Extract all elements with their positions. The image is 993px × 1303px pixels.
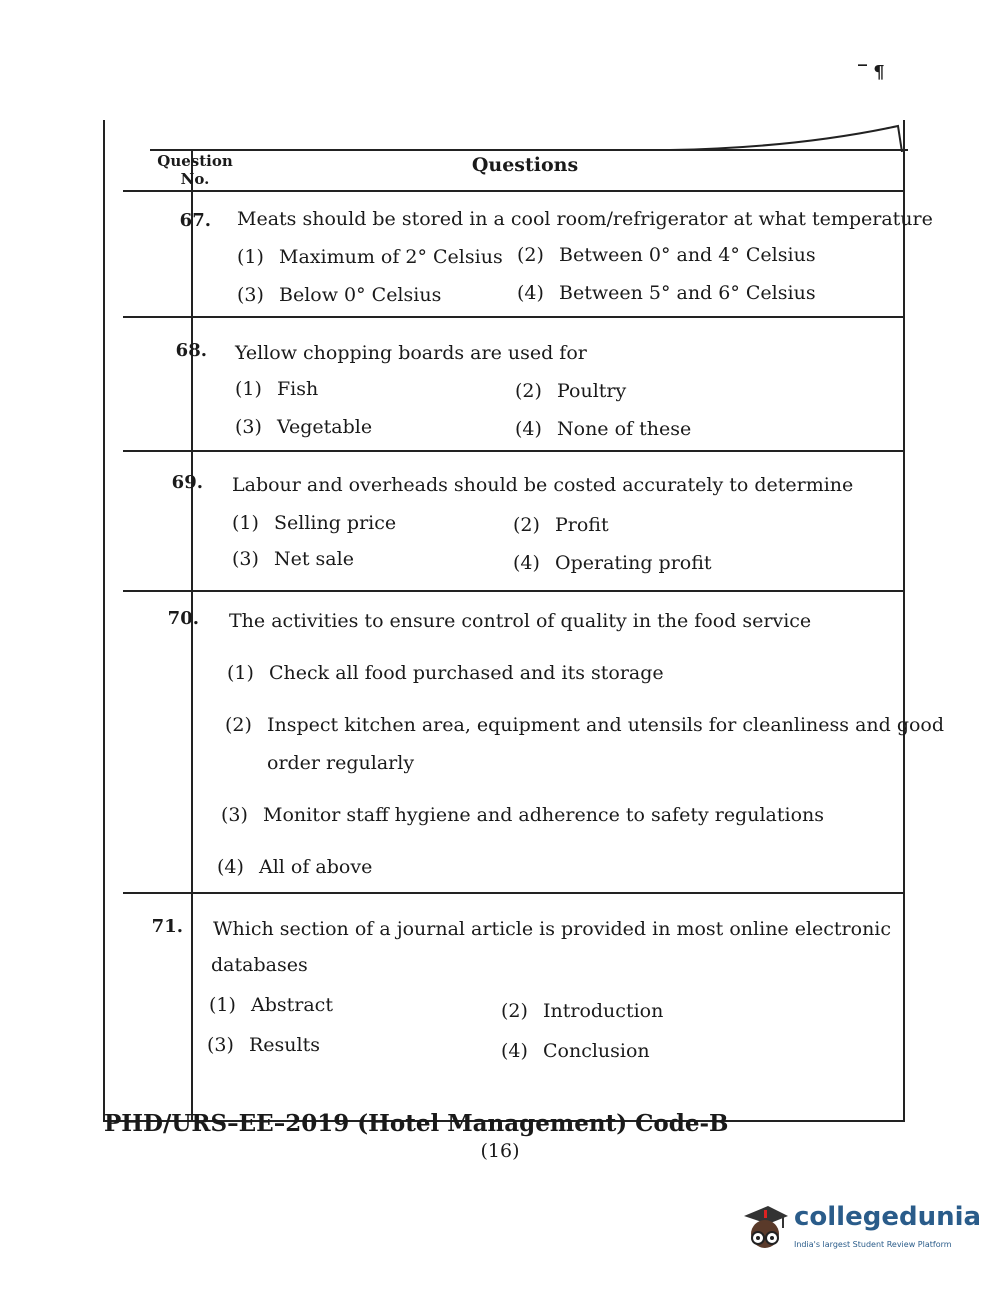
row-divider (123, 316, 903, 318)
row-divider (123, 590, 903, 592)
question-number: 69. (171, 472, 203, 493)
questions-table (103, 120, 945, 1122)
question-text: Which section of a journal article is provided in most online electronic (213, 918, 892, 940)
option: (2) Profit (513, 514, 609, 536)
option: (4) Between 5° and 6° Celsius (517, 282, 816, 304)
option: (1) Maximum of 2° Celsius (237, 246, 503, 268)
option: (1) Abstract (209, 994, 333, 1016)
option-continuation: order regularly (267, 752, 415, 774)
brand-logo[interactable] (736, 1198, 982, 1258)
question-number: 70. (167, 608, 199, 629)
option: (1) Check all food purchased and its storage (227, 662, 664, 684)
option: (3) Results (207, 1034, 320, 1056)
question-number: 71. (151, 916, 183, 937)
column-divider (191, 150, 193, 1120)
header-questions: Questions (471, 154, 579, 176)
question-text: Labour and overheads should be costed accurately to determine (232, 474, 854, 496)
brand-tagline: India's largest Student Review Platform (794, 1240, 952, 1249)
option: (3) Below 0° Celsius (237, 284, 442, 306)
row-divider (123, 190, 903, 192)
option: (3) Vegetable (235, 416, 373, 438)
row-divider (123, 892, 903, 894)
row-divider (123, 450, 903, 452)
question-text: Meats should be stored in a cool room/refrigerator at what temperature (237, 208, 933, 230)
option: (2) Inspect kitchen area, equipment and utensils for cleanliness and good (225, 714, 945, 736)
corner-mark: ‾ ¶ (858, 62, 885, 83)
option: (4) All of above (217, 856, 373, 878)
option: (4) Operating profit (513, 552, 712, 574)
question-text: Yellow chopping boards are used for (235, 342, 587, 364)
paper-code: PHD/URS–EE–2019 (Hotel Management) Code-B (104, 1110, 729, 1137)
brand-name: collegedunia (794, 1202, 982, 1232)
option: (2) Between 0° and 4° Celsius (517, 244, 816, 266)
option: (3) Monitor staff hygiene and adherence to safety regulations (221, 804, 825, 826)
question-text: The activities to ensure control of quality in the food service (229, 610, 812, 632)
question-number: 67. (179, 210, 211, 231)
graduate-mascot-icon (738, 1198, 792, 1258)
option: (4) None of these (515, 418, 692, 440)
option: (1) Selling price (232, 512, 397, 534)
option: (2) Poultry (515, 380, 627, 402)
option: (4) Conclusion (501, 1040, 650, 1062)
option: (1) Fish (235, 378, 319, 400)
option: (2) Introduction (501, 1000, 664, 1022)
page-number: (16) (480, 1140, 520, 1162)
question-number: 68. (175, 340, 207, 361)
question-text-continuation: databases (211, 954, 308, 976)
header-question-no: Question No. (157, 152, 233, 188)
option: (3) Net sale (232, 548, 354, 570)
